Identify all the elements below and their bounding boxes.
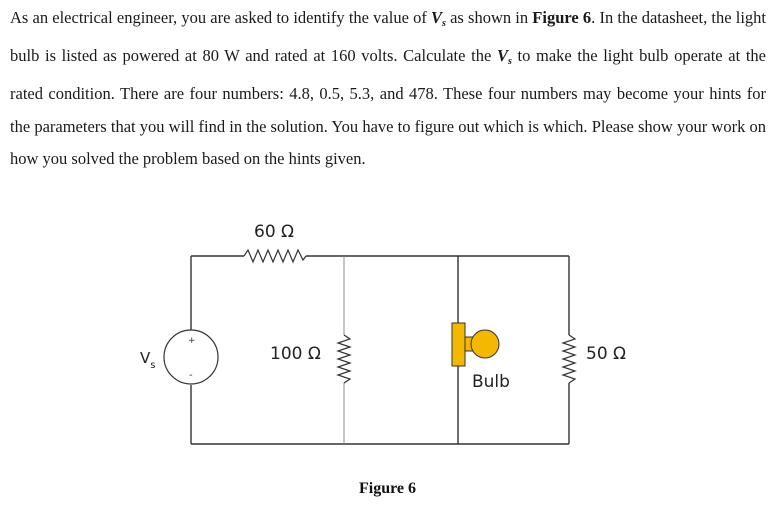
problem-text-2: as shown in: [445, 8, 533, 27]
label-50-ohm: 50 Ω: [586, 344, 627, 364]
vs-symbol: $V_s$: [431, 8, 446, 29]
label-100-ohm: 100 Ω: [270, 344, 321, 364]
resistor-50-ohm: [563, 335, 575, 383]
source-minus-sign: -: [189, 370, 193, 381]
vs-symbol-2: $V_s$: [496, 46, 512, 68]
resistor-100-ohm: [338, 335, 350, 383]
bulb-icon: [471, 330, 499, 358]
bulb-base: [452, 323, 465, 366]
figure-reference: Figure 6: [532, 8, 592, 27]
figure-caption: Figure 6: [358, 480, 417, 497]
problem-text-1: As an electrical engineer, you are asked to identify the value of: [10, 8, 431, 27]
problem-text-3: . In the datasheet, the light bulb is listed as powered at 80 W and rated at 160 volts. Calculate the: [10, 8, 766, 66]
source-plus-sign: +: [188, 336, 196, 346]
problem-text-4: to make the light bulb operate at the rated condition. There are four numbers: 4.8, 0.5, 5.3, and 478. These four numbers may become your hints for the parameters that you will find in the solution. You have to figure out which is which. Please show your work on how you solved the problem based on the hints given.: [10, 46, 766, 168]
resistor-60-ohm: [244, 250, 306, 262]
source-label: $V_s$: [140, 349, 156, 371]
label-60-ohm: 60 Ω: [254, 222, 295, 242]
label-bulb: Bulb: [472, 372, 510, 392]
